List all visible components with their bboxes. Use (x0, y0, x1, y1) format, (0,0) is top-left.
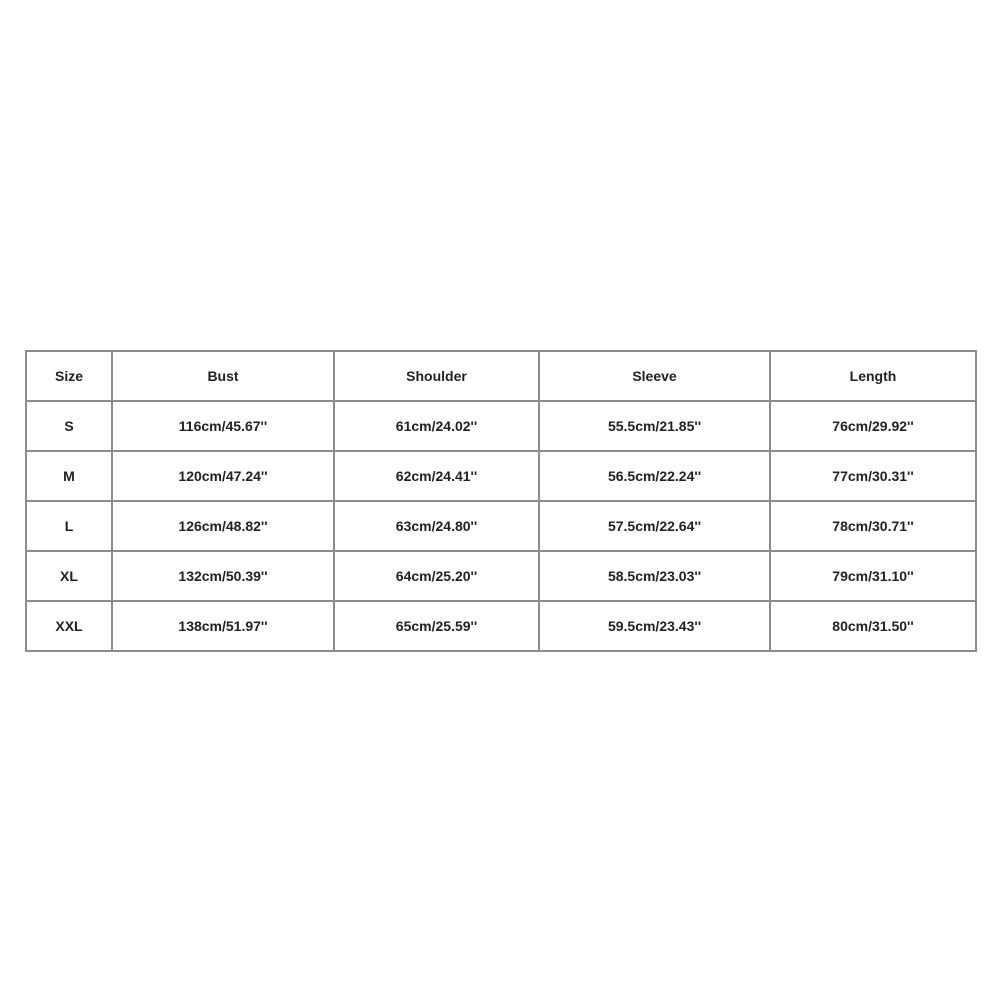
cell-sleeve: 55.5cm/21.85'' (539, 401, 770, 451)
cell-length: 79cm/31.10'' (770, 551, 976, 601)
cell-length: 77cm/30.31'' (770, 451, 976, 501)
cell-length: 76cm/29.92'' (770, 401, 976, 451)
table-row (26, 601, 976, 651)
cell-size: XL (26, 551, 112, 601)
cell-shoulder: 61cm/24.02'' (334, 401, 539, 451)
header-size: Size (26, 351, 112, 401)
cell-sleeve: 58.5cm/23.03'' (539, 551, 770, 601)
table-row (26, 401, 976, 451)
header-length: Length (770, 351, 976, 401)
cell-bust: 138cm/51.97'' (112, 601, 334, 651)
cell-length: 80cm/31.50'' (770, 601, 976, 651)
cell-size: S (26, 401, 112, 451)
header-shoulder: Shoulder (334, 351, 539, 401)
cell-size: M (26, 451, 112, 501)
header-bust: Bust (112, 351, 334, 401)
cell-shoulder: 63cm/24.80'' (334, 501, 539, 551)
cell-length: 78cm/30.71'' (770, 501, 976, 551)
cell-bust: 120cm/47.24'' (112, 451, 334, 501)
cell-bust: 126cm/48.82'' (112, 501, 334, 551)
table-row (26, 451, 976, 501)
cell-size: XXL (26, 601, 112, 651)
cell-shoulder: 64cm/25.20'' (334, 551, 539, 601)
cell-shoulder: 65cm/25.59'' (334, 601, 539, 651)
table-row (26, 551, 976, 601)
header-row (26, 351, 976, 401)
cell-sleeve: 56.5cm/22.24'' (539, 451, 770, 501)
size-chart-table (25, 350, 977, 652)
cell-shoulder: 62cm/24.41'' (334, 451, 539, 501)
cell-bust: 132cm/50.39'' (112, 551, 334, 601)
cell-sleeve: 59.5cm/23.43'' (539, 601, 770, 651)
table-row (26, 501, 976, 551)
cell-size: L (26, 501, 112, 551)
cell-bust: 116cm/45.67'' (112, 401, 334, 451)
cell-sleeve: 57.5cm/22.64'' (539, 501, 770, 551)
header-sleeve: Sleeve (539, 351, 770, 401)
